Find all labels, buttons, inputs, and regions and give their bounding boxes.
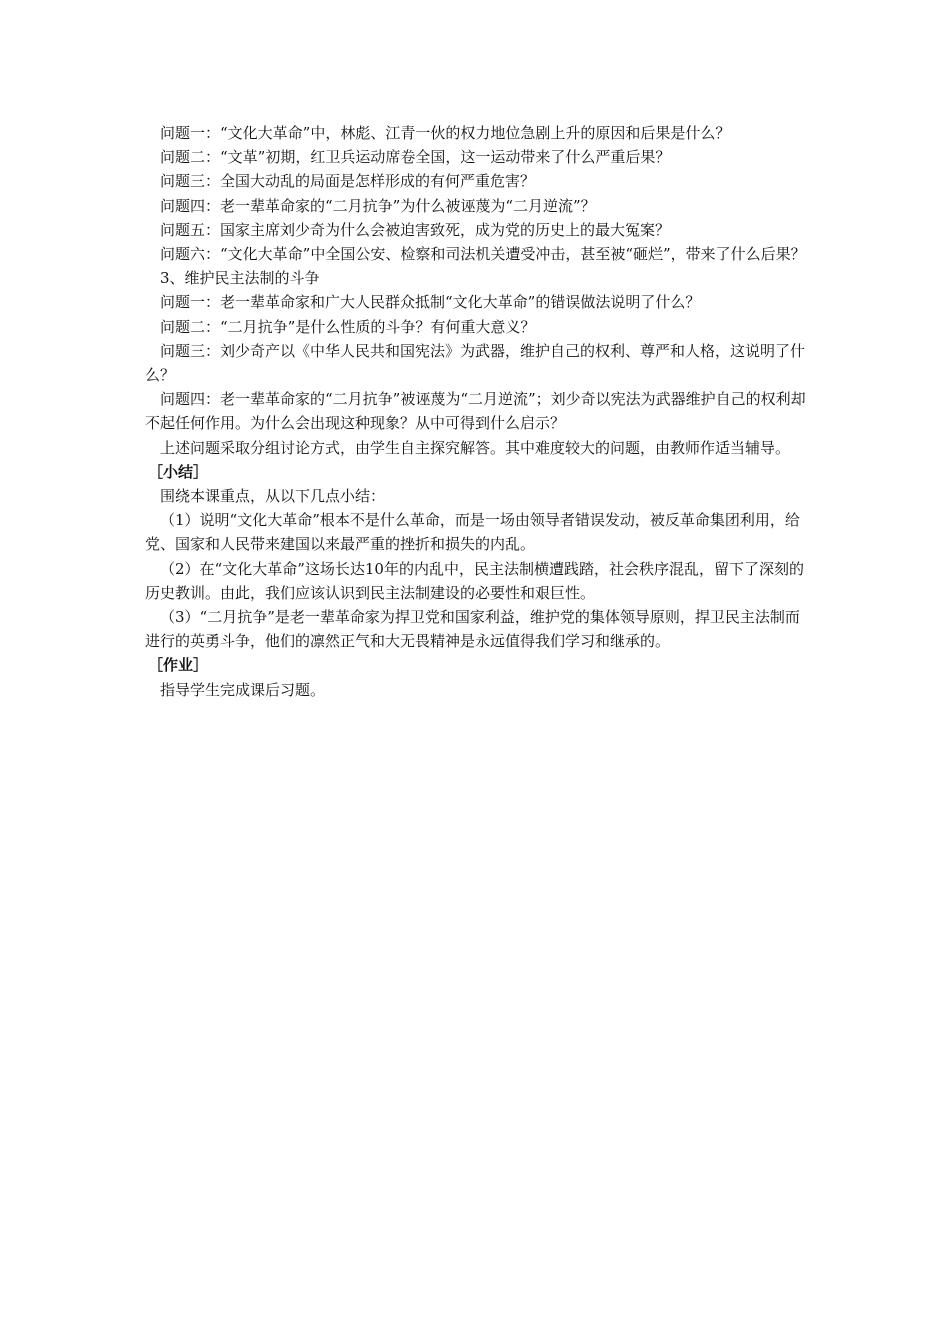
homework-text: 指导学生完成课后习题。	[160, 680, 326, 699]
question-paragraph: 问题四：老一辈革命家的“二月抗争”为什么被诬蔑为“二月逆流”？	[160, 196, 596, 215]
document-body	[145, 121, 813, 702]
question-paragraph: 问题五：国家主席刘少奇为什么会被迫害致死，成为党的历史上的最大冤案？	[160, 220, 671, 239]
question-paragraph: 问题一：“文化大革命”中，林彪、江青一伙的权力地位急剧上升的原因和后果是什么？	[160, 124, 731, 142]
question-paragraph: 问题二：“二月抗争”是什么性质的斗争？有何重大意义？	[160, 317, 536, 336]
homework-heading: ［作业］	[148, 656, 209, 675]
section-title: 3、维护民主法制的斗争	[160, 269, 320, 288]
discussion-note: 上述问题采取分组讨论方式，由学生自主探究解答。其中难度较大的问题，由教师作适当辅导。	[160, 438, 791, 457]
question-paragraph: 问题四：老一辈革命家的“二月抗争”被诬蔑为“二月逆流”；刘少奇以宪法为武器维护自己的权利却不起任何作用。为什么会出现这种现象？从中可得到什么启示？	[145, 390, 806, 433]
question-paragraph: 问题一：老一辈革命家和广大人民群众抵制“文化大革命”的错误做法说明了什么？	[160, 293, 701, 312]
summary-heading: ［小结］	[148, 462, 209, 481]
question-paragraph: 问题二：“文革”初期，红卫兵运动席卷全国，这一运动带来了什么严重后果？	[160, 148, 671, 167]
summary-point: （3）“二月抗争”是老一辈革命家为捍卫党和国家利益，维护党的集体领导原则，捍卫民主法制而进行的英勇斗争，他们的凛然正气和大无畏精神是永远值得我们学习和继承的。	[145, 608, 800, 651]
question-paragraph: 问题三：刘少奇产以《中华人民共和国宪法》为武器，维护自己的权利、尊严和人格，这说明了什么？	[145, 341, 806, 385]
question-paragraph: 问题三：全国大动乱的局面是怎样形成的有何严重危害？	[160, 172, 536, 191]
summary-intro: 围绕本课重点，从以下几点小结：	[160, 487, 386, 506]
summary-point: （2）在“文化大革命”这场长达10年的内乱中，民主法制横遭践踏，社会秩序混乱，留下了深刻的历史教训。由此，我们应该认识到民主法制建设的必要性和艰巨性。	[145, 559, 804, 602]
summary-point: （1）说明“文化大革命”根本不是什么革命，而是一场由领导者错误发动，被反革命集团利用，给党、国家和人民带来建国以来最严重的挫折和损失的内乱。	[145, 511, 800, 554]
question-paragraph: 问题六：“文化大革命”中全国公安、检察和司法机关遭受冲击，甚至被“砸烂”，带来了什么后果？	[160, 245, 806, 264]
